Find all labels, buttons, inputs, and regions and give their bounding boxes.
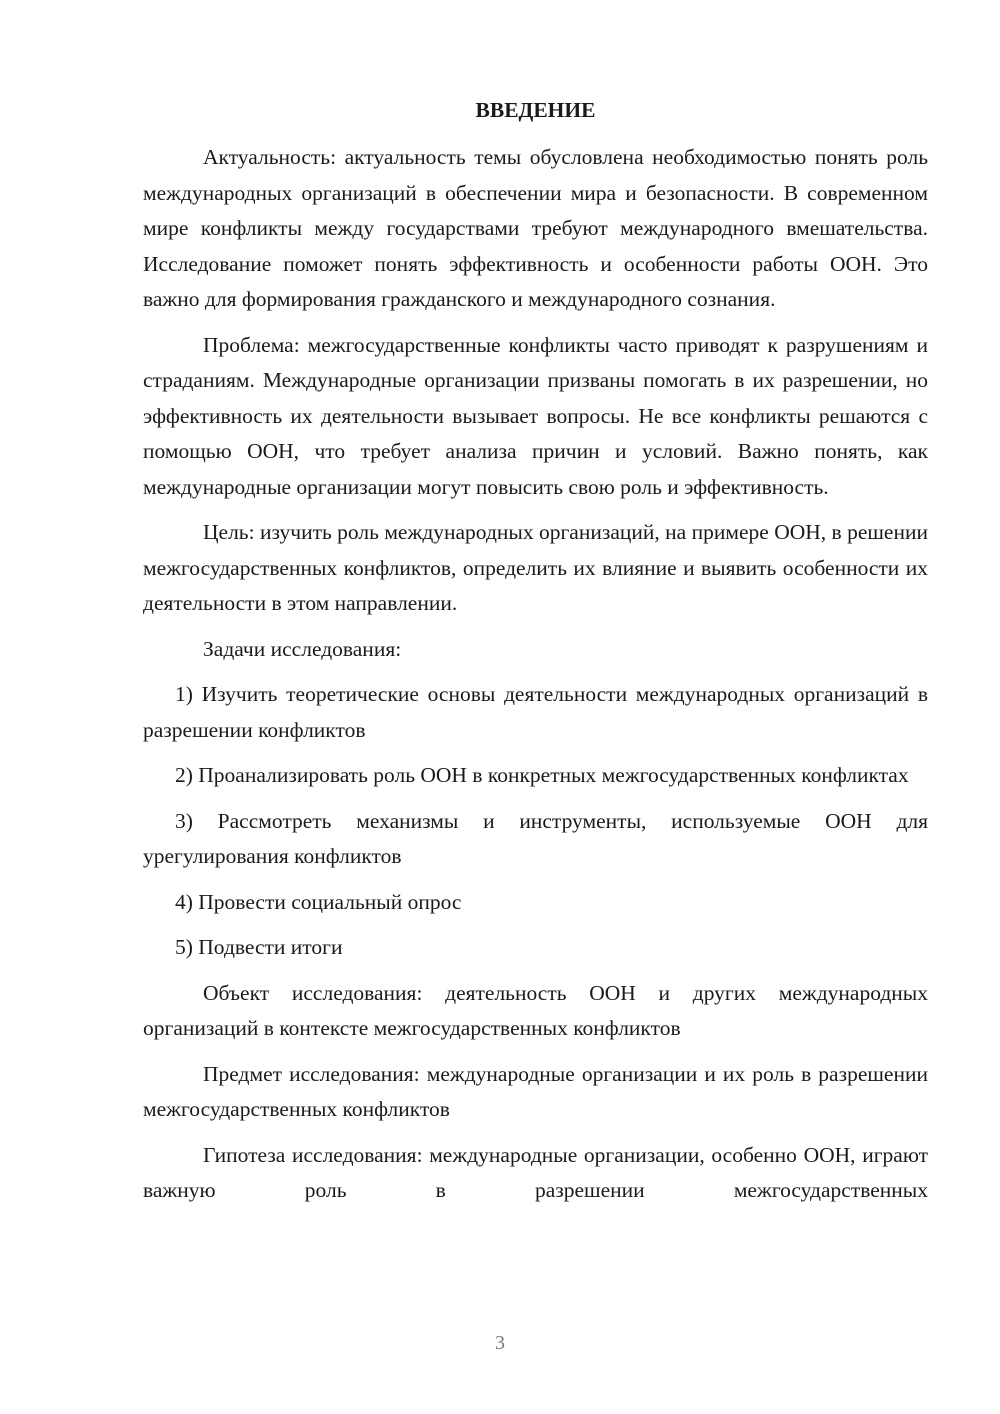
task-item-4: 4) Провести социальный опрос xyxy=(175,889,462,914)
page-number: 3 xyxy=(495,1332,505,1354)
paragraph-problem: Проблема: межгосударственные конфликты часто приводят к разрушениям и страданиям. Международные организации призваны помогать в их разрешении, но эффективность их деятельности вызывает вопросы. Не все конфликты решаются с помощью ООН, что требует анализа причин и условий. Важно понять, как международные организации могут повысить свою роль и эффективность. xyxy=(143,332,928,499)
task-item-5: 5) Подвести итоги xyxy=(175,935,343,959)
document-page xyxy=(143,90,928,1219)
task-item-1: 1) Изучить теоретические основы деятельности международных организаций в разрешении конфликтов xyxy=(143,682,928,742)
tasks-heading: Задачи исследования: xyxy=(203,636,402,661)
paragraph-goal: Цель: изучить роль международных организаций, на примере ООН, в решении межгосударственных конфликтов, определить их влияние и выявить особенности их деятельности в этом направлении. xyxy=(143,520,928,615)
task-item-3: 3) Рассмотреть механизмы и инструменты, используемые ООН для урегулирования конфликтов xyxy=(143,808,928,868)
task-item-2: 2) Проанализировать роль ООН в конкретных межгосударственных конфликтах xyxy=(175,763,909,787)
paragraph-object: Объект исследования: деятельность ООН и других международных организаций в контексте межгосударственных конфликтов xyxy=(143,980,928,1040)
paragraph-subject: Предмет исследования: международные организации и их роль в разрешении межгосударственных конфликтов xyxy=(143,1061,928,1121)
paragraph-relevance: Актуальность: актуальность темы обусловлена необходимостью понять роль международных организаций в обеспечении мира и безопасности. В современном мире конфликты между государствами требуют международного вмешательства. Исследование поможет понять эффективность и особенности работы ООН. Это важно для формирования гражданского и международного сознания. xyxy=(143,145,928,311)
paragraph-hypothesis: Гипотеза исследования: международные организации, особенно ООН, играют важную роль в разрешении межгосударственных xyxy=(143,1142,928,1202)
page-title: ВВЕДЕНИЕ xyxy=(475,98,596,122)
